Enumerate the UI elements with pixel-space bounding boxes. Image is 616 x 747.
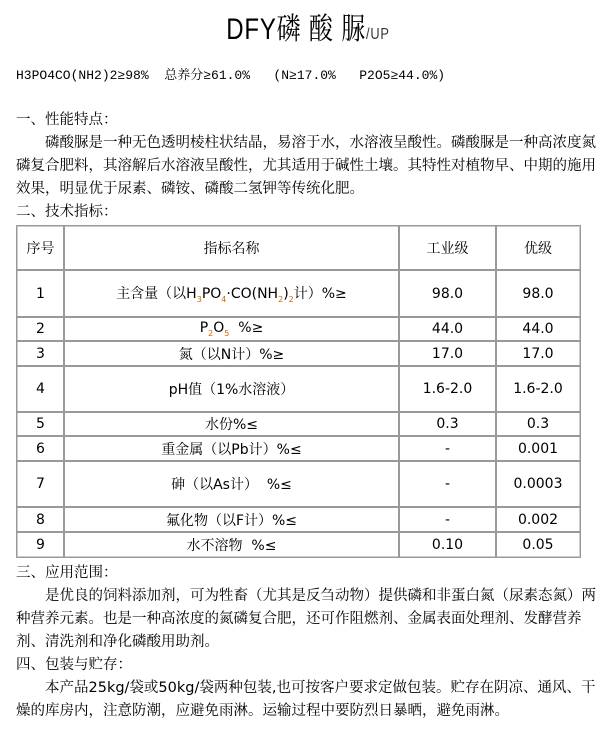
name-text: 氟化物（以F计）%≤ (165, 512, 298, 529)
table-row (17, 341, 580, 366)
premium-grade-cell: 0.05 (496, 532, 580, 557)
industrial-grade-cell: 1.6-2.0 (399, 366, 496, 412)
row-number-cell: 1 (17, 270, 64, 317)
subscript: 2 (288, 294, 294, 304)
section-heading: 三、应用范围： (16, 565, 118, 581)
table-row (17, 270, 580, 317)
header-cell: 优级 (496, 226, 580, 270)
formula-line: H3PO4CO(NH2)2≥98% 总养分≥61.0% (N≥17.0% P2O5≥44.0%) (16, 68, 446, 83)
row-number-cell: 5 (17, 412, 64, 436)
section-heading: 四、包装与贮存： (16, 657, 132, 673)
name-text: 水份%≤ (204, 417, 259, 433)
subscript: 2 (278, 294, 284, 304)
section-body: 本产品25kg/袋或50kg/袋两种包装,也可按客户要求定做包装。贮存在阴凉、通风、干燥的库房内，注意防潮，应避免雨淋。运输过程中要防烈日暴晒，避免雨淋。 (16, 680, 596, 719)
name-text: pH值（1%水溶液） (168, 382, 295, 398)
industrial-grade-cell: 17.0 (399, 341, 496, 366)
section-heading: 一、性能特点： (16, 112, 118, 128)
table-row (17, 317, 580, 341)
title-main: DFY磷 酸 脲 (226, 13, 366, 46)
name-text: P (199, 320, 209, 337)
subscript: 5 (224, 328, 230, 338)
page-title (62, 4, 555, 48)
indicator-name-cell (64, 341, 399, 366)
name-text: PO (201, 286, 222, 303)
premium-grade-cell: 98.0 (496, 270, 580, 317)
industrial-grade-cell: 0.10 (399, 532, 496, 557)
premium-grade-cell: 0.001 (496, 436, 580, 461)
industrial-grade-cell: - (399, 461, 496, 507)
premium-grade-cell: 1.6-2.0 (496, 366, 580, 412)
industrial-grade-cell: 98.0 (399, 270, 496, 317)
row-number-cell: 6 (17, 436, 64, 461)
name-text: O (213, 320, 225, 337)
table-row (17, 532, 580, 557)
industrial-grade-cell: - (399, 507, 496, 532)
table-row (17, 412, 580, 436)
table-row (17, 461, 580, 507)
indicator-name-cell (64, 507, 399, 532)
indicator-name-cell (64, 412, 399, 436)
section-3 (16, 562, 596, 723)
industrial-grade-cell: - (399, 436, 496, 461)
premium-grade-cell: 0.3 (496, 412, 580, 436)
premium-grade-cell: 17.0 (496, 341, 580, 366)
subscript: 4 (221, 294, 227, 304)
row-number-cell: 7 (17, 461, 64, 507)
name-text: %≥ (229, 320, 264, 337)
indicator-name-cell (64, 317, 399, 341)
subscript: 3 (196, 294, 202, 304)
name-text: 氮（以N计）%≥ (178, 346, 285, 363)
table-row (17, 507, 580, 532)
indicator-name-cell (64, 461, 399, 507)
row-number-cell: 4 (17, 366, 64, 412)
header-cell: 工业级 (399, 226, 496, 270)
section-heading: 二、技术指标： (16, 204, 118, 220)
table-header-row (17, 226, 580, 270)
header-cell: 序号 (17, 226, 64, 270)
premium-grade-cell: 44.0 (496, 317, 580, 341)
industrial-grade-cell: 44.0 (399, 317, 496, 341)
row-number-cell: 8 (17, 507, 64, 532)
premium-grade-cell: 0.0003 (496, 461, 580, 507)
name-text: 水不溶物 %≤ (186, 537, 277, 554)
name-text: ·CO(NH (226, 286, 279, 303)
indicator-name-cell (64, 366, 399, 412)
indicator-name-cell (64, 270, 399, 317)
name-text: 砷（以As计） %≤ (171, 477, 292, 493)
table-row (17, 436, 580, 461)
section-body: 磷酸脲是一种无色透明棱柱状结晶，易溶于水，水溶液呈酸性。磷酸脲是一种高浓度氮磷复合肥料，其溶解后水溶液呈酸性，尤其适用于碱性土壤。其特性对植物早、中期的施用效果，明显优于尿素、磷铵、磷酸二氢钾等传统化肥。 (16, 135, 596, 197)
name-text: 主含量（以H (116, 286, 197, 303)
premium-grade-cell: 0.002 (496, 507, 580, 532)
indicator-name-cell (64, 532, 399, 557)
header-cell: 指标名称 (64, 226, 399, 270)
row-number-cell: 3 (17, 341, 64, 366)
row-number-cell: 9 (17, 532, 64, 557)
name-text: 计）%≥ (293, 286, 347, 303)
name-text: ) (283, 286, 289, 303)
name-text: 重金属（以Pb计）%≤ (161, 441, 302, 458)
indicator-name-cell (64, 436, 399, 461)
table-row (17, 366, 580, 412)
industrial-grade-cell: 0.3 (399, 412, 496, 436)
section-body: 是优良的饲料添加剂，可为牲畜（尤其是反刍动物）提供磷和非蛋白氮（尿素态氮）两种营养元素。也是一种高浓度的氮磷复合肥，还可作阻燃剂、金属表面处理剂、发酵营养剂、清洗剂和净化磷酸用助剂。 (16, 588, 596, 650)
section-1 (16, 109, 596, 224)
title-suffix: /UP (366, 26, 390, 43)
row-number-cell: 2 (17, 317, 64, 341)
subscript: 2 (208, 328, 214, 338)
spec-table (16, 225, 581, 558)
